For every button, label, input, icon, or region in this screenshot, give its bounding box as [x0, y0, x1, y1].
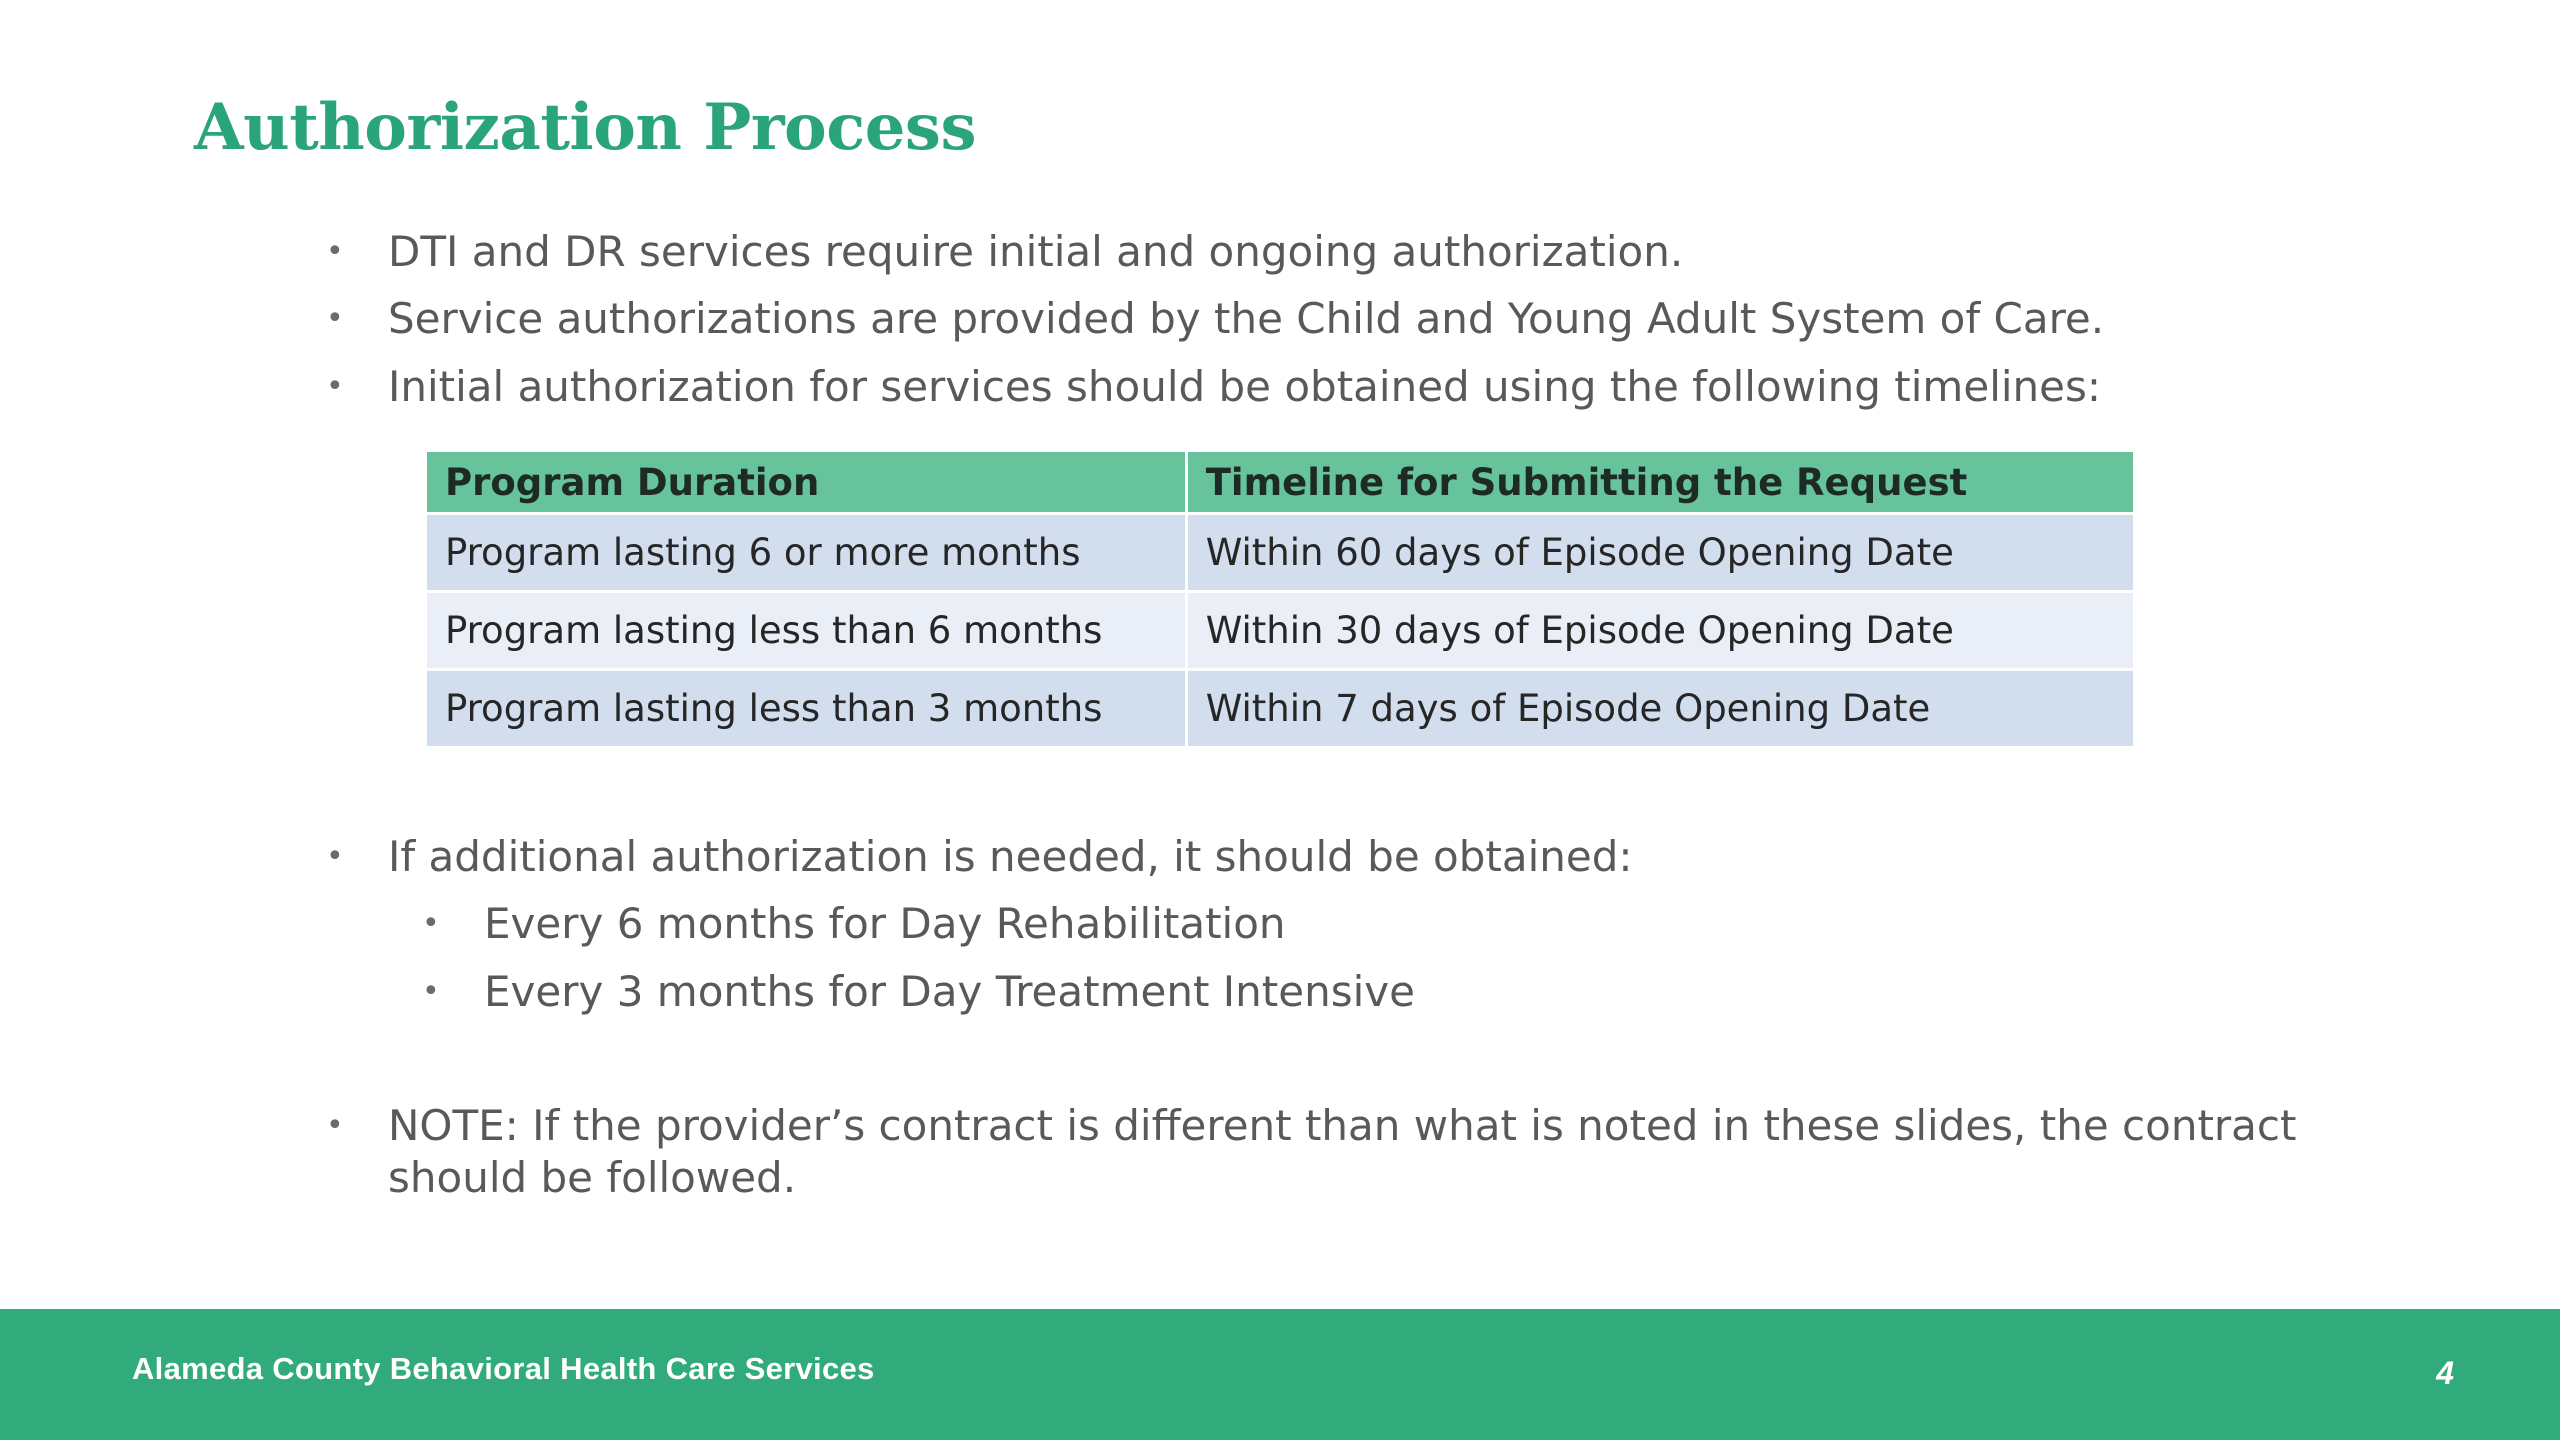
table-cell: Within 60 days of Episode Opening Date [1186, 514, 2133, 592]
page-number: 4 [2436, 1355, 2454, 1391]
bullet-text: Service authorizations are provided by the Child and Young Adult System of Care. [388, 294, 2105, 343]
bullet-text: If additional authorization is needed, it should be obtained: [388, 832, 1633, 881]
table-cell: Program lasting less than 3 months [427, 670, 1186, 748]
slide-title: Authorization Process [194, 90, 976, 165]
bullet-icon: • [326, 234, 344, 269]
table-cell: Within 7 days of Episode Opening Date [1186, 670, 2133, 748]
bullet-text: DTI and DR services require initial and ongoing authorization. [388, 227, 1684, 276]
table-header-cell: Timeline for Submitting the Request [1186, 452, 2133, 514]
bullet-icon: • [326, 839, 344, 874]
table-header-row [427, 452, 2133, 514]
table-cell: Within 30 days of Episode Opening Date [1186, 592, 2133, 670]
bullet-icon: • [326, 369, 344, 404]
bullet-icon: • [422, 906, 440, 941]
note-text: NOTE: If the provider’s contract is different than what is noted in these slides, the contract should be followed. [388, 1101, 2297, 1202]
table-cell: Program lasting less than 6 months [427, 592, 1186, 670]
bullet-text: Every 6 months for Day Rehabilitation [484, 899, 1286, 948]
bullet-icon: • [326, 1108, 344, 1143]
footer-organization: Alameda County Behavioral Health Care Services [132, 1351, 875, 1386]
footer-bar [0, 1309, 2560, 1440]
bullet-text: Initial authorization for services should be obtained using the following timelines: [388, 362, 2102, 411]
bullet-icon: • [422, 974, 440, 1009]
table-row [427, 592, 2133, 670]
bullet-text: Every 3 months for Day Treatment Intensive [484, 967, 1415, 1016]
authorization-timeline-table [427, 452, 2133, 749]
bullet-icon: • [326, 301, 344, 336]
table-cell: Program lasting 6 or more months [427, 514, 1186, 592]
table-row [427, 670, 2133, 748]
table-row [427, 514, 2133, 592]
table-header-cell: Program Duration [427, 452, 1186, 514]
